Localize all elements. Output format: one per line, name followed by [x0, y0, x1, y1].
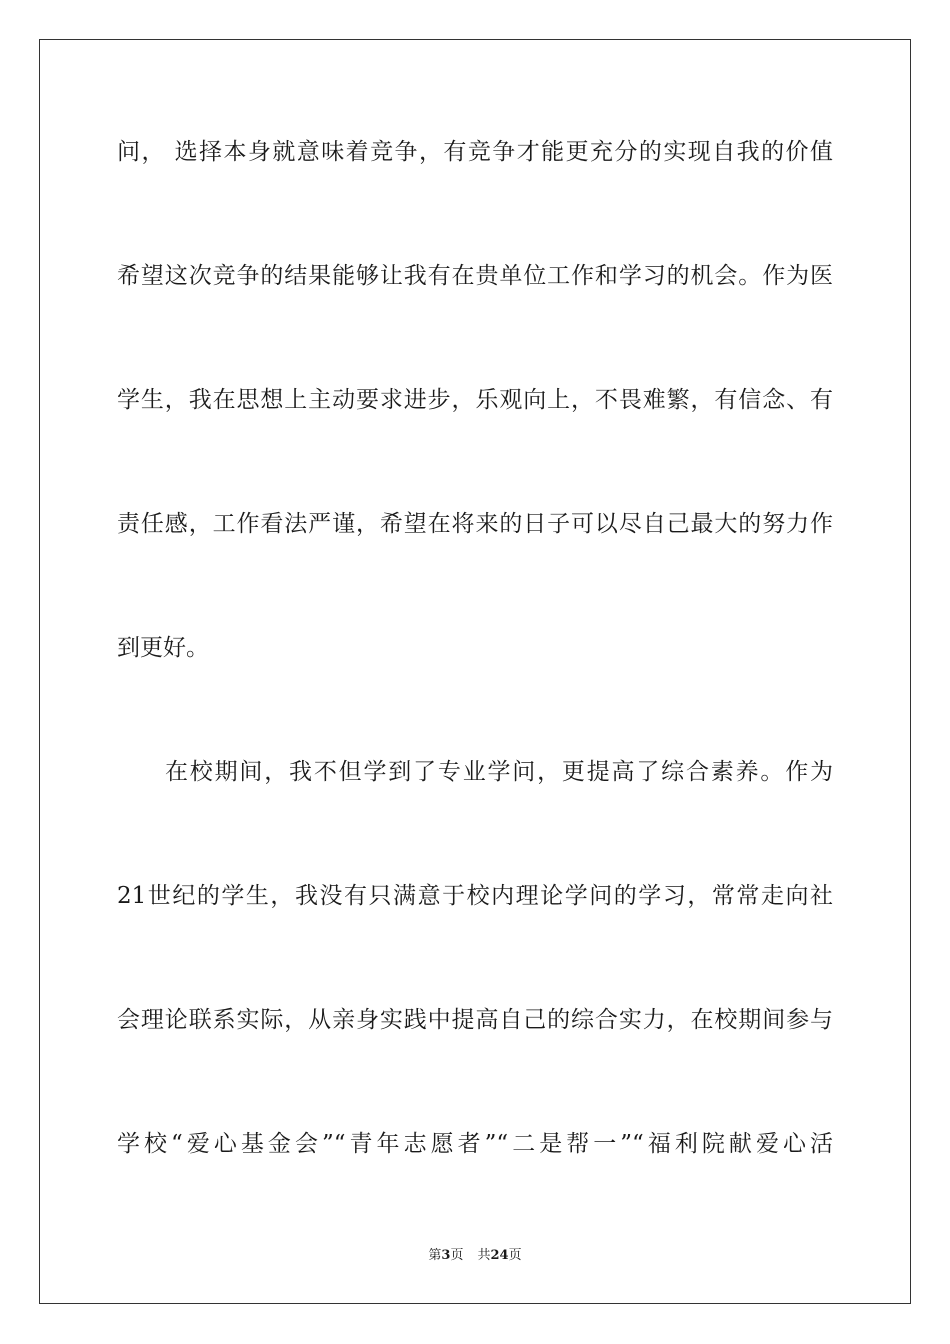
page-footer [0, 1248, 950, 1264]
paragraph-2-line-3: 会理论联系实际，从亲身实践中提高自己的综合实力，在校期间参与 [117, 1007, 833, 1033]
paragraph-2-line-4: 学校“爱心基金会”“青年志愿者”“二是帮一”“福利院献爱心活 [117, 1131, 833, 1157]
page-border [39, 39, 911, 1304]
total-suffix: 页 [508, 1248, 522, 1263]
body-line-2: 希望这次竞争的结果能够让我有在贵单位工作和学习的机会。作为医 [117, 263, 833, 289]
body-line-5: 到更好。 [117, 635, 209, 661]
body-line-4: 责任感，工作看法严谨，希望在将来的日子可以尽自己最大的努力作 [117, 511, 833, 537]
paragraph-2-line-2: 21世纪的学生，我没有只满意于校内理论学问的学习，常常走向社 [117, 883, 833, 909]
total-prefix: 共 [477, 1248, 491, 1263]
body-line-3: 学生，我在思想上主动要求进步，乐观向上，不畏难繁，有信念、有 [117, 387, 833, 413]
body-line-1: 问， 选择本身就意味着竞争，有竞争才能更充分的实现自我的价值 [117, 139, 833, 165]
page-suffix: 页 [450, 1248, 464, 1263]
page-number: 3 [441, 1248, 451, 1263]
page-prefix: 第 [428, 1248, 442, 1263]
total-pages: 24 [490, 1248, 509, 1263]
paragraph-2-line-1: 在校期间，我不但学到了专业学问，更提高了综合素养。作为 [165, 759, 833, 785]
